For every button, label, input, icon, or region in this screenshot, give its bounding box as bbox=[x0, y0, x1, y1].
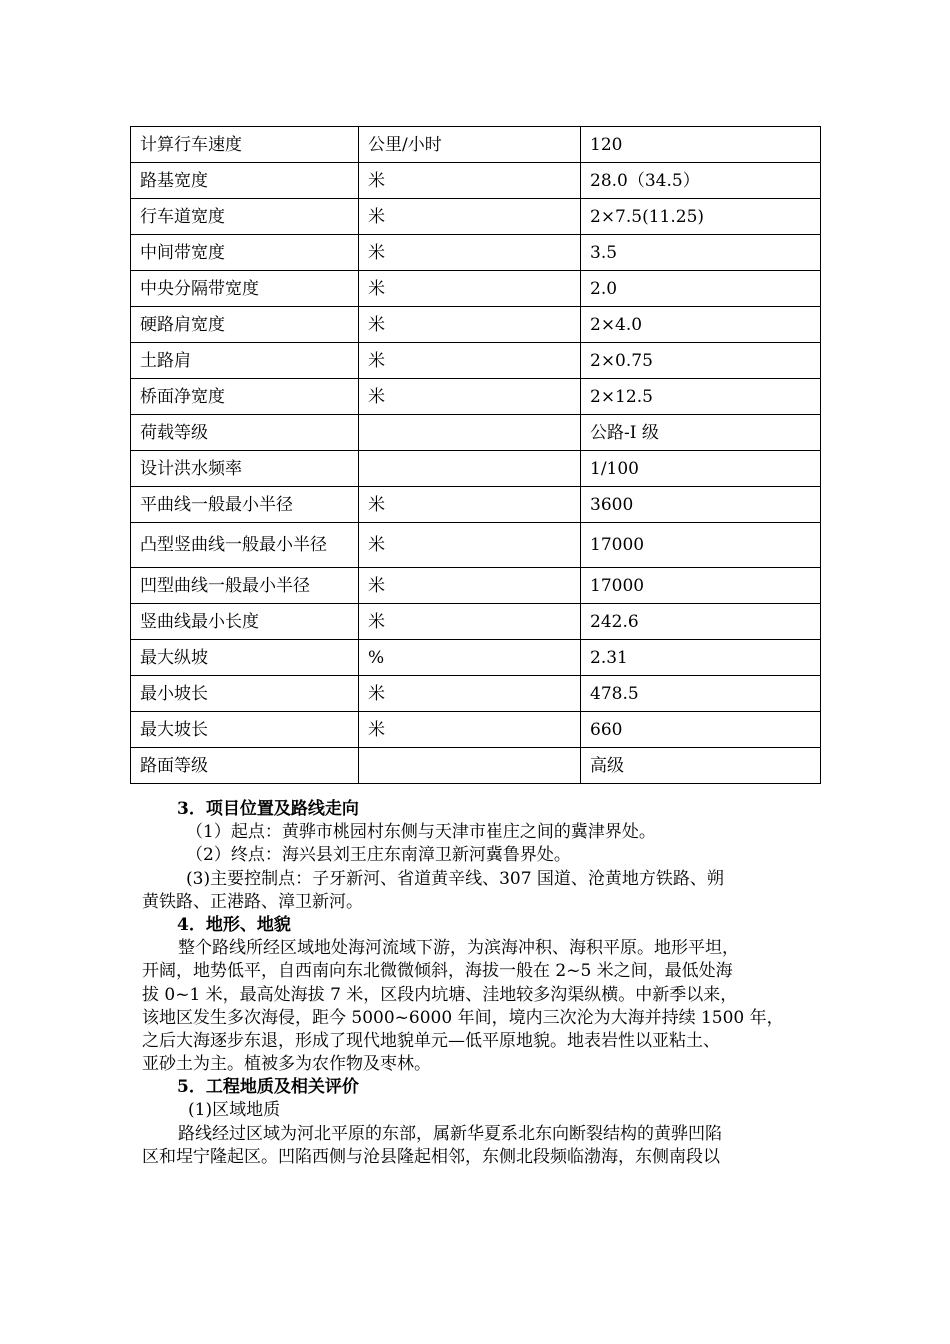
paragraph-line: （2）终点：海兴县刘王庄东南漳卫新河冀鲁界处。 bbox=[186, 845, 571, 866]
item-cell: 荷载等级 bbox=[131, 415, 359, 451]
unit-cell: 米 bbox=[359, 343, 581, 379]
value-cell: 478.5 bbox=[581, 676, 821, 712]
unit-cell: 公里/小时 bbox=[359, 127, 581, 163]
item-cell: 行车道宽度 bbox=[131, 199, 359, 235]
unit-cell: 米 bbox=[359, 487, 581, 523]
item-cell: 硬路肩宽度 bbox=[131, 307, 359, 343]
paragraph-line: 黄铁路、正港路、漳卫新河。 bbox=[142, 891, 363, 912]
section-heading: 4．地形、地貌 bbox=[177, 914, 291, 935]
unit-cell: 米 bbox=[359, 379, 581, 415]
table-row bbox=[131, 235, 821, 271]
item-cell: 竖曲线最小长度 bbox=[131, 604, 359, 640]
table-row bbox=[131, 379, 821, 415]
unit-cell: 米 bbox=[359, 199, 581, 235]
section-3 bbox=[142, 798, 822, 1169]
value-cell: 2×4.0 bbox=[581, 307, 821, 343]
table-row bbox=[131, 127, 821, 163]
spec-table-body bbox=[131, 127, 821, 784]
value-cell: 17000 bbox=[581, 523, 821, 568]
table-row bbox=[131, 523, 821, 568]
unit-cell: 米 bbox=[359, 307, 581, 343]
table-row bbox=[131, 415, 821, 451]
unit-cell: 米 bbox=[359, 604, 581, 640]
unit-cell: % bbox=[359, 640, 581, 676]
value-cell: 17000 bbox=[581, 568, 821, 604]
value-cell: 2×12.5 bbox=[581, 379, 821, 415]
paragraph-line: （1）起点：黄骅市桃园村东侧与天津市崔庄之间的冀津界处。 bbox=[186, 822, 656, 843]
item-cell: 中央分隔带宽度 bbox=[131, 271, 359, 307]
unit-cell: 米 bbox=[359, 523, 581, 568]
value-cell: 242.6 bbox=[581, 604, 821, 640]
item-cell: 最大坡长 bbox=[131, 712, 359, 748]
table-row bbox=[131, 199, 821, 235]
unit-cell: 米 bbox=[359, 676, 581, 712]
table-row bbox=[131, 451, 821, 487]
paragraph-line: 区和埕宁隆起区。凹陷西侧与沧县隆起相邻，东侧北段频临渤海，东侧南段以 bbox=[142, 1146, 720, 1167]
table-row bbox=[131, 676, 821, 712]
table-row bbox=[131, 487, 821, 523]
unit-cell: 米 bbox=[359, 271, 581, 307]
unit-cell bbox=[359, 415, 581, 451]
table-row bbox=[131, 343, 821, 379]
item-cell: 路基宽度 bbox=[131, 163, 359, 199]
subheading: (1)区域地质 bbox=[188, 1100, 281, 1121]
value-cell: 28.0（34.5） bbox=[581, 163, 821, 199]
item-cell: 路面等级 bbox=[131, 748, 359, 784]
table-row bbox=[131, 307, 821, 343]
value-cell: 公路-I 级 bbox=[581, 415, 821, 451]
value-cell: 2×7.5(11.25) bbox=[581, 199, 821, 235]
item-cell: 平曲线一般最小半径 bbox=[131, 487, 359, 523]
value-cell: 660 bbox=[581, 712, 821, 748]
paragraph-line: 亚砂土为主。植被多为农作物及枣林。 bbox=[142, 1054, 431, 1075]
paragraph-line: 该地区发生多次海侵，距今 5000~6000 年间，境内三次沦为大海并持续 1500 年， bbox=[142, 1007, 784, 1028]
table-row bbox=[131, 604, 821, 640]
value-cell: 1/100 bbox=[581, 451, 821, 487]
value-cell: 2.0 bbox=[581, 271, 821, 307]
value-cell: 高级 bbox=[581, 748, 821, 784]
item-cell: 最大纵坡 bbox=[131, 640, 359, 676]
value-cell: 120 bbox=[581, 127, 821, 163]
table-row bbox=[131, 748, 821, 784]
item-cell: 最小坡长 bbox=[131, 676, 359, 712]
unit-cell: 米 bbox=[359, 163, 581, 199]
unit-cell: 米 bbox=[359, 235, 581, 271]
table-row bbox=[131, 271, 821, 307]
paragraph-line: 之后大海逐步东退，形成了现代地貌单元—低平原地貌。地表岩性以亚粘土、 bbox=[142, 1030, 720, 1051]
item-cell: 计算行车速度 bbox=[131, 127, 359, 163]
value-cell: 2.31 bbox=[581, 640, 821, 676]
unit-cell: 米 bbox=[359, 568, 581, 604]
table-row bbox=[131, 640, 821, 676]
table-row bbox=[131, 163, 821, 199]
paragraph-line: 路线经过区域为河北平原的东部，属新华夏系北东向断裂结构的黄骅凹陷 bbox=[178, 1123, 722, 1144]
item-cell: 桥面净宽度 bbox=[131, 379, 359, 415]
item-cell: 设计洪水频率 bbox=[131, 451, 359, 487]
paragraph-line: 拔 0~1 米，最高处海拔 7 米，区段内坑塘、洼地较多沟渠纵横。中新季以来， bbox=[142, 984, 738, 1005]
section-heading: 3．项目位置及路线走向 bbox=[177, 799, 359, 819]
item-cell: 土路肩 bbox=[131, 343, 359, 379]
spec-table bbox=[130, 126, 821, 784]
table-row bbox=[131, 712, 821, 748]
value-cell: 3.5 bbox=[581, 235, 821, 271]
table-row bbox=[131, 568, 821, 604]
value-cell: 3600 bbox=[581, 487, 821, 523]
item-cell: 中间带宽度 bbox=[131, 235, 359, 271]
paragraph-line: 开阔，地势低平，自西南向东北微微倾斜，海拔一般在 2~5 米之间，最低处海 bbox=[142, 961, 733, 982]
item-cell: 凹型曲线一般最小半径 bbox=[131, 568, 359, 604]
unit-cell bbox=[359, 451, 581, 487]
item-cell: 凸型竖曲线一般最小半径 bbox=[131, 523, 359, 568]
paragraph-line: 整个路线所经区域地处海河流域下游，为滨海冲积、海积平原。地形平坦， bbox=[178, 938, 739, 959]
paragraph-line: (3)主要控制点：子牙新河、省道黄辛线、307 国道、沧黄地方铁路、朔 bbox=[186, 868, 724, 889]
unit-cell: 米 bbox=[359, 712, 581, 748]
unit-cell bbox=[359, 748, 581, 784]
value-cell: 2×0.75 bbox=[581, 343, 821, 379]
section-heading: 5．工程地质及相关评价 bbox=[177, 1077, 359, 1098]
